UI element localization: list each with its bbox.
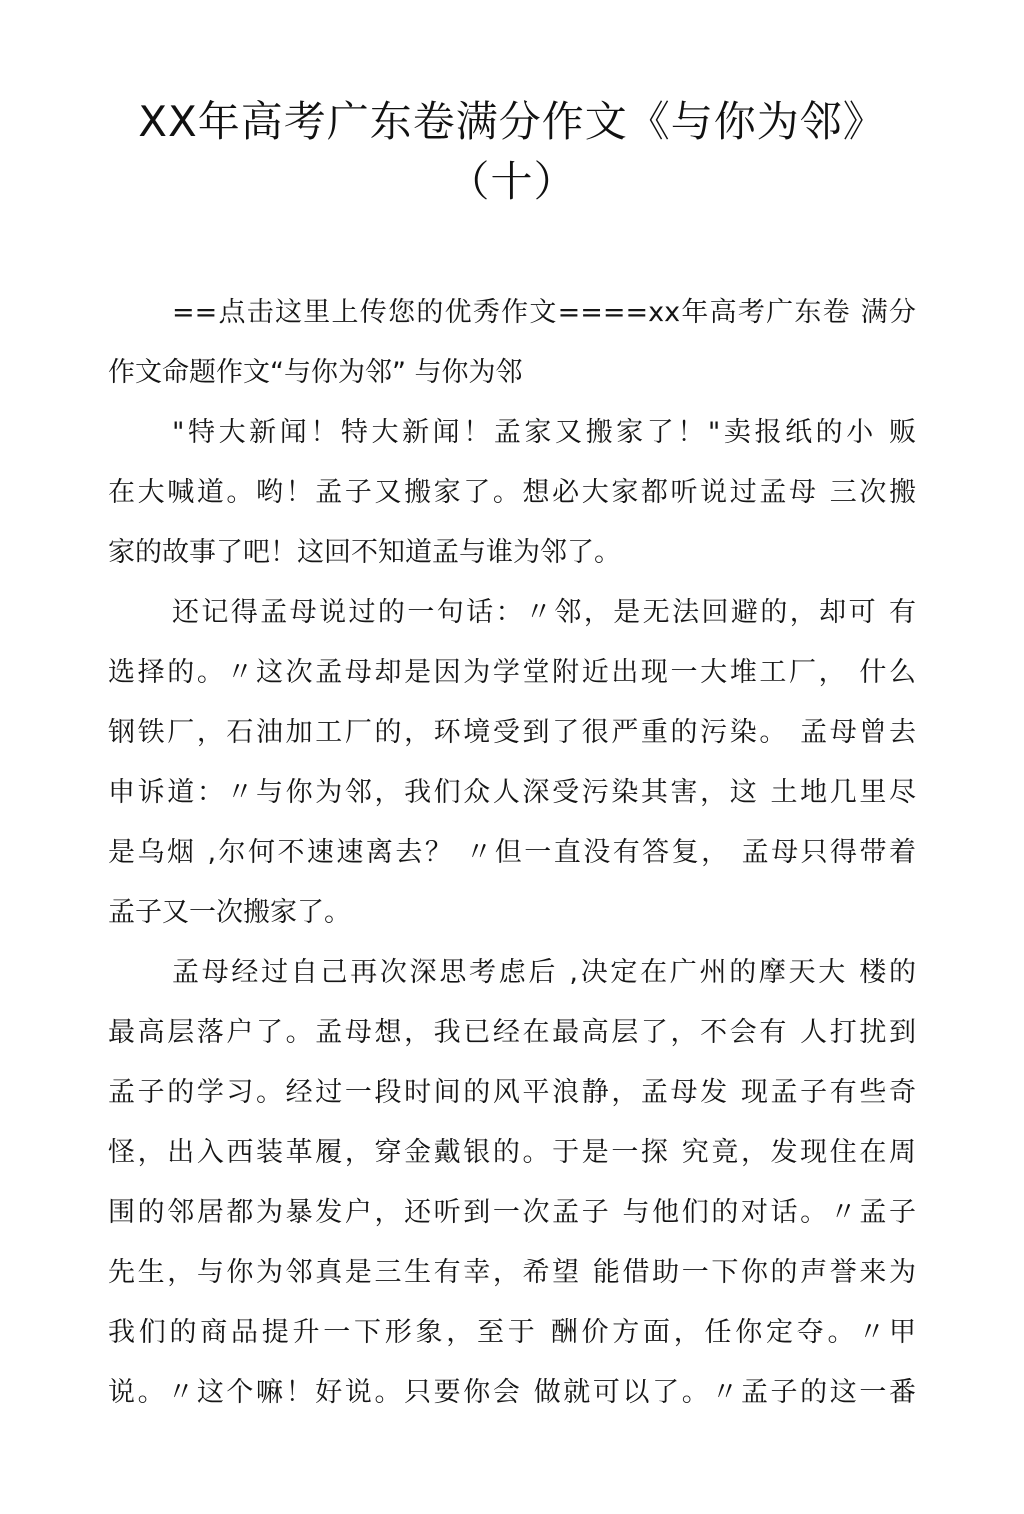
- text-line: 我们的商品提升一下形象，至于 酬价方面，任你定夺。〃甲: [108, 1317, 916, 1348]
- text-line: 选择的。〃这次孟母却是因为学堂附近出现一大堆工厂， 什么: [108, 657, 916, 688]
- text-line: 还记得孟母说过的一句话：〃邻，是无法回避的，却可 有: [172, 597, 916, 628]
- text-line: 先生，与你为邻真是三生有幸，希望 能借助一下你的声誉来为: [108, 1257, 916, 1288]
- essay-body: [108, 283, 916, 1423]
- text-line: 说。〃这个嘛！好说。只要你会 做就可以了。〃孟子的这一番: [108, 1377, 916, 1408]
- text-line: 在大喊道。哟！孟子又搬家了。想必大家都听说过孟母 三次搬: [108, 477, 916, 508]
- text-line: "特大新闻！特大新闻！孟家又搬家了！"卖报纸的小 贩: [172, 417, 916, 448]
- text-line: 孟子的学习。经过一段时间的风平浪静，孟母发 现孟子有些奇: [108, 1077, 916, 1108]
- paragraph: [108, 583, 916, 943]
- text-line: 围的邻居都为暴发户，还听到一次孟子 与他们的对话。〃孟子: [108, 1197, 916, 1228]
- text-line: 孟母经过自己再次深思考虑后 ,决定在广州的摩天大 楼的: [172, 957, 916, 988]
- text-line: 作文命题作文“与你为邻” 与你为邻: [108, 357, 523, 388]
- text-line: ==点击这里上传您的优秀作文====xx年高考广东卷 满分: [172, 297, 916, 328]
- paragraph: [108, 403, 916, 583]
- paragraph: [108, 943, 916, 1423]
- title-line-2: （十）: [447, 157, 577, 206]
- text-line: 最高层落户了。孟母想，我已经在最高层了，不会有 人打扰到: [108, 1017, 916, 1048]
- text-line: 怪，出入西装革履，穿金戴银的。于是一探 究竟，发现住在周: [108, 1137, 916, 1168]
- document-title: [0, 92, 1024, 212]
- title-line-1: XX年高考广东卷满分作文《与你为邻》: [138, 97, 886, 146]
- text-line: 钢铁厂，石油加工厂的，环境受到了很严重的污染。 孟母曾去: [108, 717, 916, 748]
- paragraph: [108, 283, 916, 403]
- text-line: 是乌烟 ,尔何不速速离去？ 〃但一直没有答复， 孟母只得带着: [108, 837, 916, 868]
- text-line: 孟子又一次搬家了。: [108, 897, 351, 928]
- text-line: 家的故事了吧！这回不知道孟与谁为邻了。: [108, 537, 621, 568]
- text-line: 申诉道：〃与你为邻，我们众人深受污染其害，这 土地几里尽: [108, 777, 916, 808]
